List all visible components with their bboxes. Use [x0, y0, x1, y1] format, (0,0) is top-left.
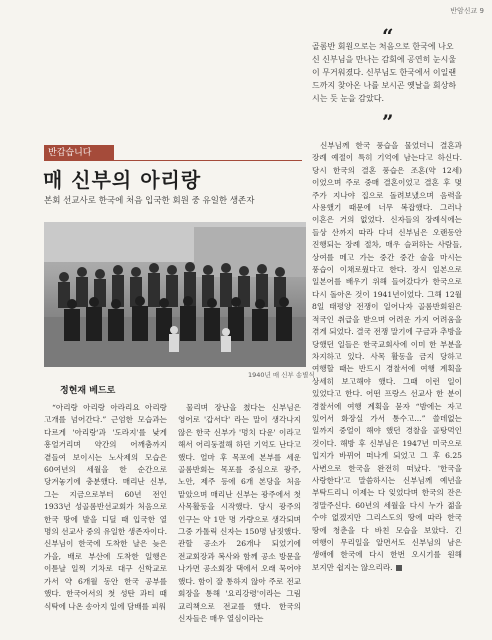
group-photo-illustration — [44, 222, 306, 367]
page-number-header: 반암신교 9 — [450, 7, 484, 15]
group-photo — [44, 222, 306, 367]
article-column-1 — [44, 402, 167, 640]
article-headline: 매 신부의 아리랑 — [43, 168, 202, 192]
article-column-3 — [312, 140, 462, 640]
section-divider — [114, 160, 302, 161]
quote-close-mark: ” — [382, 110, 394, 134]
section-tag: 반갑습니다 — [44, 145, 114, 161]
article-paragraph-text: 신부님께 한국 풍습을 물었더니 결혼과 장례 예절이 특히 기억에 남는다고 하신다. 당시 한국의 결혼 풍습은 조혼(약 12세)이었으며 주로 중매 결혼이었고 결혼 후 몇 주가 지나야 집으로 돌려보냈으며 음력을 사용했기 때문에 너무 복잡했다. 그러나 이혼은 거의 없었다. 신자들의 장례식에는 들상 산까지 따라 다녀 신부님은 오랜동안 진행되는 장례 절차, 매우 슬퍼하는 사람들, 상여를 메고 가는 중간 중간 술을 마시는 풍습이 이채로웠다고 한다. 장시 일본으로 일본어를 배우기 위해 들어갔다가 한국으로 다시 돌아온 것이 1941년이었다. 그해 12월 8일 태평양 전쟁이 일어나자 골롬반회원은 적국인 취급을 받으며 어려운 가지 어려움을 겪게 되었다. 결국 전쟁 말기에 구금과 추방을 당했던 일들은 한국교회사에 이미 한 부분을 차지하고 있다. 사목 활동을 금지 당하고 여행할 때는 반드시 경찰서에 여행 계획을 상세히 보고해야 했다. 그때 이런 일이 있었다고 한다. 어떤 프랑스 선교사 한 분이 경찰서에 여행 계획을 묻자 “밤에는 자고 있어서 화장실 가서 통수고...” 쓸데없는 일까지 중얼이 해야 했던 경찰을 골탕먹인 것이다. 해방 후 신부님은 1947년 미국으로 입지가 바뀌어 떠나게 되었고 그 후 6.25 사변으로 한국을 완전히 떠났다. '한국을 사랑한다'고 말씀하시는 신부님께 예년을 부탁드리니 이제는 다 잊었다며 한국의 잔은 정말주신다. 60년의 세월을 다시 누가 젊을 수야 없겠지만 그리스도의 땅에 따라 한국 땅에 청춘을 다 바친 모습을 보았다. 긴 여행이 무리일을 알면서도 신부님의 남은 생애에 한국에 다시 한번 오시기를 원해 보지만 쉽지는 않으리라. — [312, 141, 462, 572]
quote-open-mark: “ — [382, 24, 394, 48]
article-column-2 — [178, 402, 301, 640]
end-mark-icon — [396, 565, 402, 571]
author-byline: 정현재 베드로 — [60, 386, 116, 396]
article-subtitle: 본회 선교사로 한국에 처음 입국한 회원 중 유일한 생존자 — [44, 196, 255, 206]
pull-quote: 골롬반 회원으로는 처음으로 한국에 나오신 신부님을 만나는 감회에 공연히 눈시울이 무거워졌다. 신부님도 한국에서 이일랜드까지 찾아온 나를 보시곤 옛날을 회상하시는 듯 눈을 감았다. — [312, 42, 457, 103]
photo-caption: 1940년 매 신부 송별식 — [248, 371, 315, 379]
article-paragraph: 물리며 장난을 쳤다는 신부님은 영어로 '갑서다' 라는 말이 생각나지 않은 한국 신부가 '멍치 다운' 이라고 해서 어리둥절해 하던 기억도 난다고 했다. 얼마 후 목포에 본부를 세운 골롬반회는 목포를 중심으로 광주, 노안, 제주 등에 6개 본당을 처음 맡았으며 매리난 신부는 광주에서 첫 사목활동을 시작했다. 당시 광주의 인구는 약 1만 명 가량으로 생각되며 그중 가톨릭 신자는 150명 남짓했다. 관할 공소가 26개나 되었기에 전교회장과 복사와 함께 공소 방문을 나가면 공소회장 댁에서 오래 묵어야 했다. 함이 잘 통하지 않아 주로 전교 회장을 통해 '요리강령'이라는 그림 교리책으로 전교를 했다. 한국의 신자들은 매우 열심이라는 — [178, 403, 301, 623]
article-paragraph — [312, 140, 462, 574]
article-paragraph: “아리랑 아리랑 아라리요 아리랑 고개를 넘어간다.” 근엄한 모습과는 다르게 '아리랑'과 '도라지'를 낮게 흥얼거리며 약간의 어깨춤까지 곁들여 보이시는 노사제의 모습은 60여년의 세월을 한 순간으로 당겨놓기에 충분했다. 매리난 신부, 그는 지금으로부터 60년 전인 1933년 성골롬반선교회가 처음으로 한국 땅에 발을 디딜 때 입국한 열 명의 선교사 중의 유일한 생존자이다. 신부님이 한국에 도착한 날은 늦은 가을, 배로 부산에 도착한 일행은 이튿날 일찍 기차로 대구 신학교로 가서 약 6개월 동안 한국 공부를 했다. 한국어서의 첫 성탄 과티 때 식탁에 나온 송아지 일에 담배를 피워 — [44, 403, 167, 611]
